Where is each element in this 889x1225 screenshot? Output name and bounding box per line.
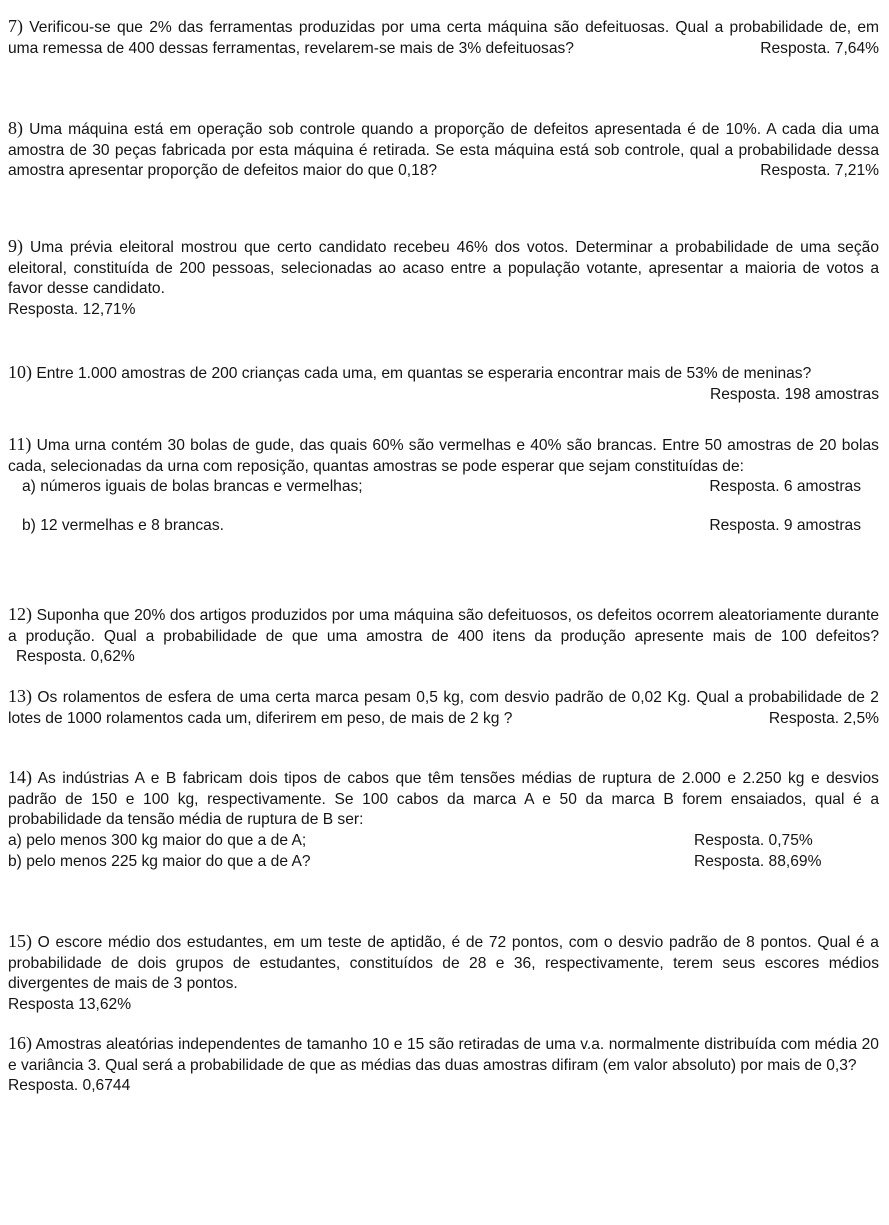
problem-text: Entre 1.000 amostras de 200 crianças cada uma, em quantas se esperaria encontrar mais de 53% de meninas? [36, 365, 812, 382]
sub-item-label: a) números iguais de bolas brancas e vermelhas; [22, 478, 363, 495]
problem-answer: Resposta. 198 amostras [709, 385, 879, 403]
problem-16 [8, 1033, 879, 1097]
problem-number: 12) [8, 604, 32, 624]
sub-item-label: b) 12 vermelhas e 8 brancas. [22, 517, 224, 534]
problem-text: Verificou-se que 2% das ferramentas produzidas por uma certa máquina são defeituosas. Qual a probabilidade de, em uma remessa de 400 dessas ferramentas, revelarem-se mais de 3% defeituosas? [8, 19, 879, 57]
problem-text: Suponha que 20% dos artigos produzidos por uma máquina são defeituosos, os defeitos ocorrem aleatoriamente durante a produção. Qual a probabilidade de que uma amostra de 400 itens da produção apresente mais de 100 defeitos? [8, 607, 879, 645]
problem-text: As indústrias A e B fabricam dois tipos de cabos que têm tensões médias de ruptura de 2.000 e 2.250 kg e desvios padrão de 150 e 100 kg, respectivamente. Se 100 cabos da marca A e 50 da marca B forem ensaiados, qual é a probabilidade da tensão média de ruptura de B ser: [8, 770, 879, 828]
problem-10 [8, 362, 879, 405]
problem-15 [8, 931, 879, 1015]
problem-number: 7) [8, 16, 23, 36]
problem-number: 8) [8, 118, 23, 138]
problem-7 [8, 16, 879, 59]
problem-number: 11) [8, 434, 32, 454]
problem-text: Uma prévia eleitoral mostrou que certo candidato recebeu 46% dos votos. Determinar a probabilidade de uma seção eleitoral, constituída de 200 pessoas, selecionadas ao acaso entre a população votante, apresentar a maioria de votos a favor desse candidato. [8, 239, 879, 297]
problem-number: 16) [8, 1033, 32, 1053]
sub-item-answer: Resposta. 9 amostras [709, 517, 861, 534]
sub-item-a [22, 477, 861, 498]
sub-item-label: b) pelo menos 225 kg maior do que a de A? [8, 852, 311, 870]
sub-item-b [8, 852, 869, 873]
problem-answer: Resposta. 2,5% [768, 709, 879, 727]
problem-answer: Resposta. 0,62% [16, 648, 135, 665]
problem-answer: Resposta. 12,71% [8, 300, 136, 318]
problem-14 [8, 767, 879, 873]
problem-number: 15) [8, 931, 32, 951]
sub-item-a [8, 831, 869, 852]
problem-11 [8, 434, 879, 537]
problem-9 [8, 236, 879, 320]
problem-8 [8, 118, 879, 182]
sub-item-answer: Resposta. 88,69% [694, 852, 822, 870]
sub-item-answer: Resposta. 6 amostras [709, 478, 861, 495]
problem-text: Os rolamentos de esfera de uma certa marca pesam 0,5 kg, com desvio padrão de 0,02 Kg. Qual a probabilidade de 2 lotes de 1000 rolamentos cada um, diferirem em peso, de mais de 2 kg ? [8, 689, 879, 727]
problem-answer: Resposta. 7,21% [760, 162, 879, 179]
problem-answer: Resposta. 7,64% [760, 39, 879, 57]
sub-item-b [22, 516, 861, 537]
sub-item-answer: Resposta. 0,75% [694, 831, 813, 849]
sub-item-label: a) pelo menos 300 kg maior do que a de A; [8, 831, 307, 849]
problem-text: Amostras aleatórias independentes de tamanho 10 e 15 são retiradas de uma v.a. normalmente distribuída com média 20 e variância 3. Qual será a probabilidade de que as médias das duas amostras difiram (em valor absoluto) por mais de 0,3? [8, 1036, 879, 1074]
problem-13 [8, 686, 879, 729]
problem-text: O escore médio dos estudantes, em um teste de aptidão, é de 72 pontos, com o desvio padrão de 8 pontos. Qual é a probabilidade de dois grupos de estudantes, constituídos de 28 e 36, respectivamente, terem seus escores médios divergentes de mais de 3 pontos. [8, 934, 879, 992]
problem-answer: Resposta 13,62% [8, 995, 132, 1013]
problem-text: Uma urna contém 30 bolas de gude, das quais 60% são vermelhas e 40% são brancas. Entre 50 amostras de 20 bolas cada, selecionadas da urna com reposição, quantas amostras se pode esperar que sejam constituídas de: [8, 437, 879, 475]
problem-text: Uma máquina está em operação sob controle quando a proporção de defeitos apresentada é de 10%. A cada dia uma amostra de 30 peças fabricada por esta máquina é retirada. Se esta máquina está sob controle, qual a probabilidade dessa amostra apresentar proporção de defeitos maior do que 0,18? [8, 121, 879, 179]
problem-number: 13) [8, 686, 32, 706]
problem-answer: Resposta. 0,6744 [8, 1077, 131, 1094]
problem-number: 9) [8, 236, 23, 256]
problem-number: 14) [8, 767, 32, 787]
problem-12 [8, 604, 879, 668]
problem-number: 10) [8, 362, 32, 382]
